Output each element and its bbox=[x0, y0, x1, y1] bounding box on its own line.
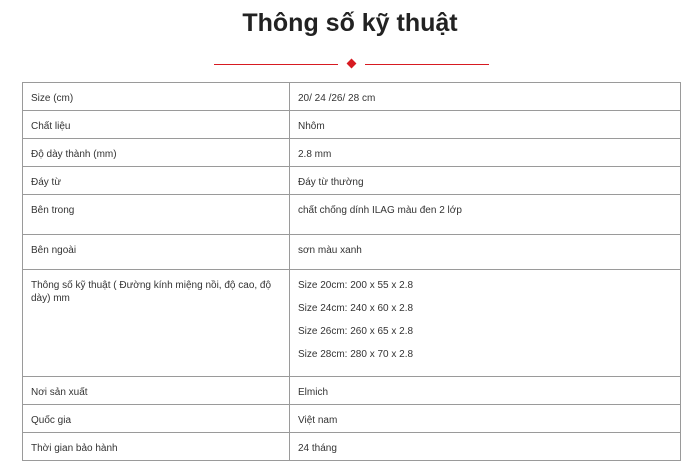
spec-label: Size (cm) bbox=[23, 83, 290, 111]
spec-label: Thời gian bảo hành bbox=[23, 433, 290, 461]
spec-label: Nơi sản xuất bbox=[23, 377, 290, 405]
size-spec-line: Size 26cm: 260 x 65 x 2.8 bbox=[298, 326, 414, 337]
table-row bbox=[23, 433, 681, 461]
table-row bbox=[23, 377, 681, 405]
table-row bbox=[23, 83, 681, 111]
divider-line-left bbox=[214, 64, 338, 65]
spec-value: 20/ 24 /26/ 28 cm bbox=[290, 83, 681, 111]
spec-label: Bên trong bbox=[23, 195, 290, 235]
spec-value: Việt nam bbox=[290, 405, 681, 433]
table-row bbox=[23, 235, 681, 270]
spec-value: 2.8 mm bbox=[290, 139, 681, 167]
table-row bbox=[23, 405, 681, 433]
spec-table bbox=[22, 82, 681, 461]
title-divider bbox=[0, 59, 700, 71]
table-row bbox=[23, 195, 681, 235]
divider-line-right bbox=[365, 64, 489, 65]
size-spec-line: Size 24cm: 240 x 60 x 2.8 bbox=[298, 303, 414, 314]
spec-value: 24 tháng bbox=[290, 433, 681, 461]
spec-label: Độ dày thành (mm) bbox=[23, 139, 290, 167]
spec-value-list bbox=[290, 270, 681, 377]
spec-label: Bên ngoài bbox=[23, 235, 290, 270]
size-spec-line: Size 20cm: 200 x 55 x 2.8 bbox=[298, 280, 414, 291]
table-row bbox=[23, 111, 681, 139]
diamond-icon bbox=[347, 59, 357, 69]
size-spec-line: Size 28cm: 280 x 70 x 2.8 bbox=[298, 349, 414, 360]
spec-value: sơn màu xanh bbox=[290, 235, 681, 270]
table-row bbox=[23, 167, 681, 195]
page-title: Thông số kỹ thuật bbox=[242, 9, 458, 37]
spec-label: Thông số kỹ thuật ( Đường kính miệng nồi, độ cao, độ dày) mm bbox=[23, 270, 290, 377]
table-row bbox=[23, 139, 681, 167]
spec-value: Nhôm bbox=[290, 111, 681, 139]
table-row bbox=[23, 270, 681, 377]
spec-label: Chất liệu bbox=[23, 111, 290, 139]
spec-value: Đáy từ thường bbox=[290, 167, 681, 195]
spec-value: Elmich bbox=[290, 377, 681, 405]
spec-value: chất chống dính ILAG màu đen 2 lớp bbox=[290, 195, 681, 235]
spec-label: Đáy từ bbox=[23, 167, 290, 195]
spec-label: Quốc gia bbox=[23, 405, 290, 433]
